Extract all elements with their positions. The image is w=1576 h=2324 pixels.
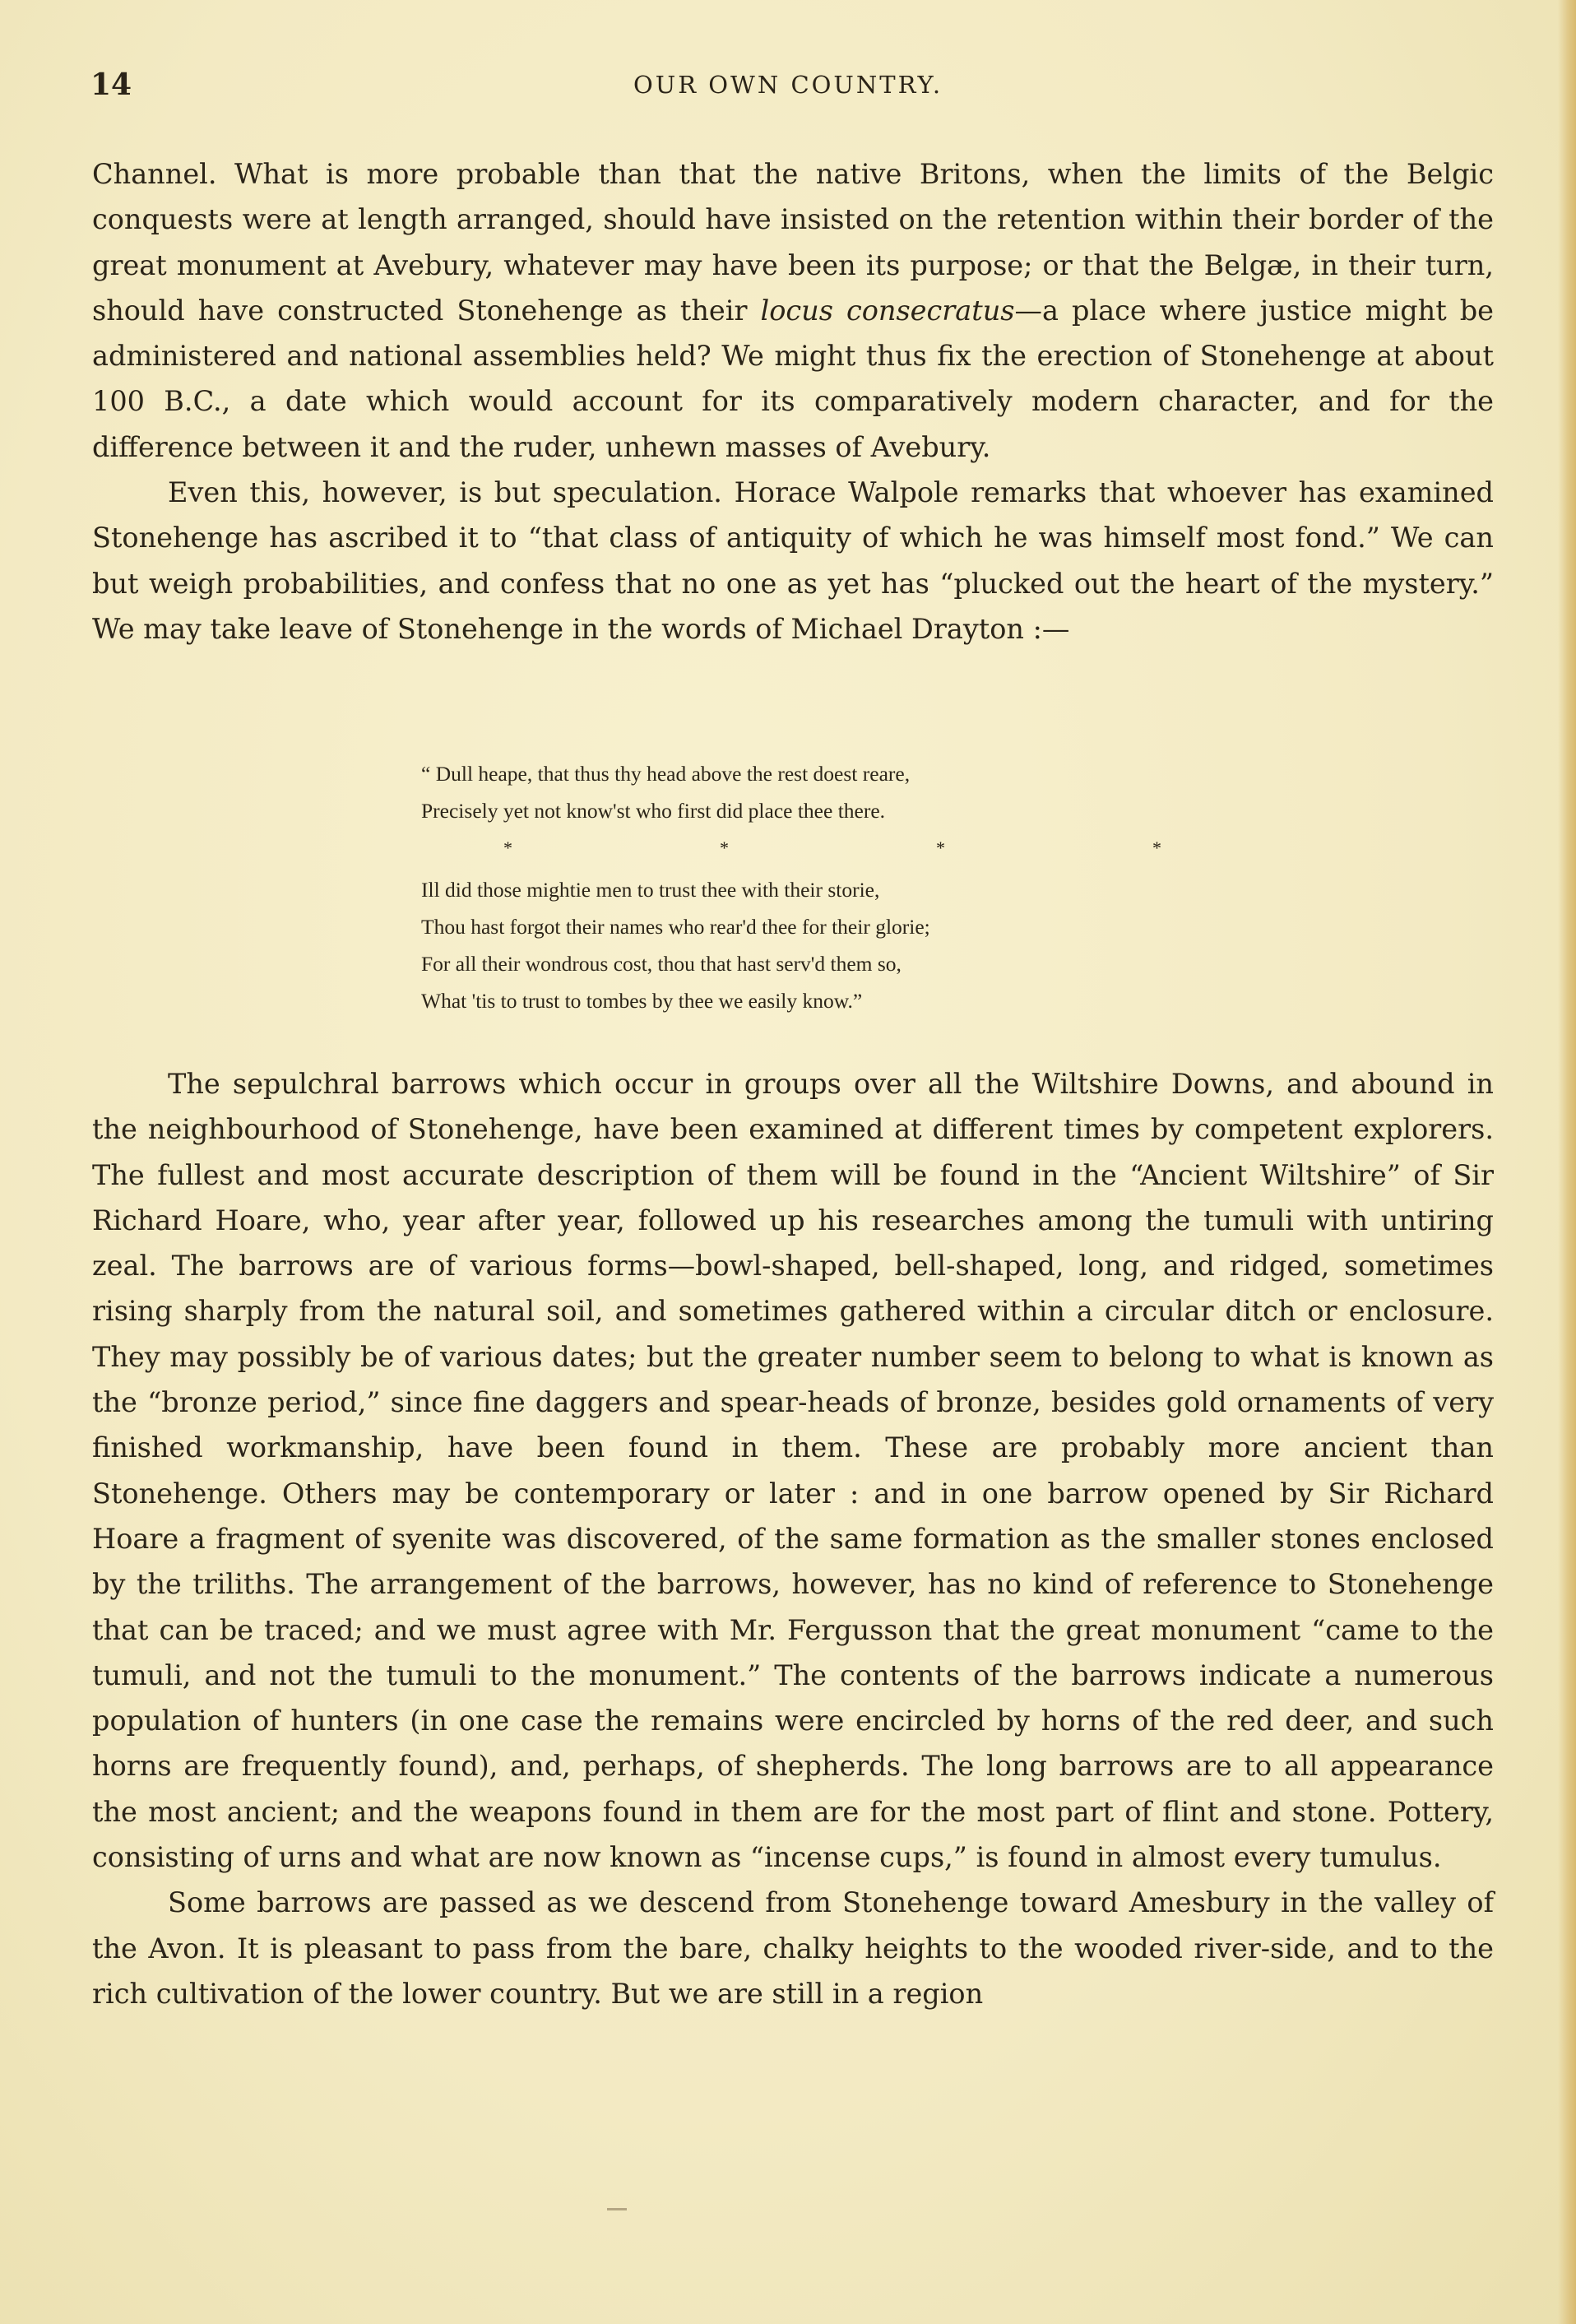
- paragraph-3: The sepulchral barrows which occur in groups over all the Wiltshire Downs, and abound in the neighbourhood of Stonehenge, have been examined at different times by competent explorers. The fullest and most accurate description of them will be found in the “Ancient Wiltshire” of Sir Richard Hoare, who, year after year, followed up his researches among the tumuli with untiring zeal. The barrows are of various forms—bowl-shaped, bell-shaped, long, and ridged, sometimes rising sharply from the natural soil, and sometimes gathered within a circular ditch or enclosure. They may possibly be of various dates; but the greater number seem to belong to what is known as the “bronze period,” since fine daggers and spear-heads of bronze, besides gold ornaments of very finished workmanship, have been found in them. These are probably more ancient than Stonehenge. Others may be contemporary or later : and in one barrow opened by Sir Richard Hoare a fragment of syenite was discovered, of the same formation as the smaller stones enclosed by the triliths. The arrangement of the barrows, however, has no kind of reference to Stonehenge that can be traced; and we must agree with Mr. Fergusson that the great monument “came to the tumuli, and not the tumuli to the monument.” The contents of the barrows indicate a numerous population of hunters (in one case the remains were encircled by horns of the red deer, and such horns are frequently found), and, perhaps, of shepherds. The long barrows are to all appearance the most ancient; and the weapons found in them are for the most part of flint and stone. Pottery, consisting of urns and what are now known as “incense cups,” is found in almost every tumulus.: [92, 1068, 1494, 1874]
- running-title: OUR OWN COUNTRY.: [633, 71, 943, 99]
- star: *: [503, 837, 512, 858]
- body-text-top: [92, 151, 1494, 652]
- page-edge: [1558, 0, 1576, 2324]
- paragraph-4: Some barrows are passed as we descend from Stonehenge toward Amesbury in the valley of the Avon. It is pleasant to pass from the bare, chalky heights to the wooded river-side, and to the rich cultivation of the lower country. But we are still in a region: [92, 1886, 1494, 2010]
- paragraph-1-part-a: Channel. What is more probable than that the native Britons, when the limits of the Belgic conquests were at length arranged, should have insisted on the retention within their border of the great monument at Avebury, whatever may have been its purpose; or that the Belgæ, in their turn, should have constructed Stonehenge as their: [92, 158, 1494, 327]
- verse-line: Ill did those mightie men to trust thee with their storie,: [421, 878, 880, 902]
- paragraph-1: [92, 151, 1494, 470]
- verse-line: “ Dull heape, that thus thy head above the rest doest reare,: [421, 762, 911, 786]
- verse-line: For all their wondrous cost, thou that hast serv'd them so,: [421, 952, 902, 976]
- page-number: 14: [90, 67, 132, 102]
- body-text-bottom: [92, 1061, 1494, 2016]
- star: *: [936, 837, 945, 858]
- verse-quotation: [421, 755, 1211, 1019]
- page-mark: [607, 2208, 627, 2210]
- verse-line: Thou hast forgot their names who rear'd thee for their glorie;: [421, 915, 930, 939]
- verse-line: Precisely yet not know'st who first did place thee there.: [421, 799, 886, 823]
- paragraph-1-italic: locus consecratus: [760, 294, 1015, 327]
- paragraph-1-part-b: —a place where justice might be administered and national assemblies held? We might thus fix the erection of Stonehenge at about 100 B.C., a date which would account for its comparatively modern character, and for the difference between it and the ruder, unhewn masses of Avebury.: [92, 294, 1495, 463]
- ellipsis-stars: [421, 829, 1161, 866]
- page-header: [90, 67, 1489, 109]
- paragraph-2: Even this, however, is but speculation. Horace Walpole remarks that whoever has examined Stonehenge has ascribed it to “that class of antiquity of which he was himself most fond.” We can but weigh probabilities, and confess that no one as yet has “plucked out the heart of the mystery.” We may take leave of Stonehenge in the words of Michael Drayton :—: [92, 476, 1494, 645]
- star: *: [1152, 837, 1161, 858]
- verse-line: What 'tis to trust to tombes by thee we easily know.”: [421, 989, 863, 1013]
- star: *: [720, 837, 729, 858]
